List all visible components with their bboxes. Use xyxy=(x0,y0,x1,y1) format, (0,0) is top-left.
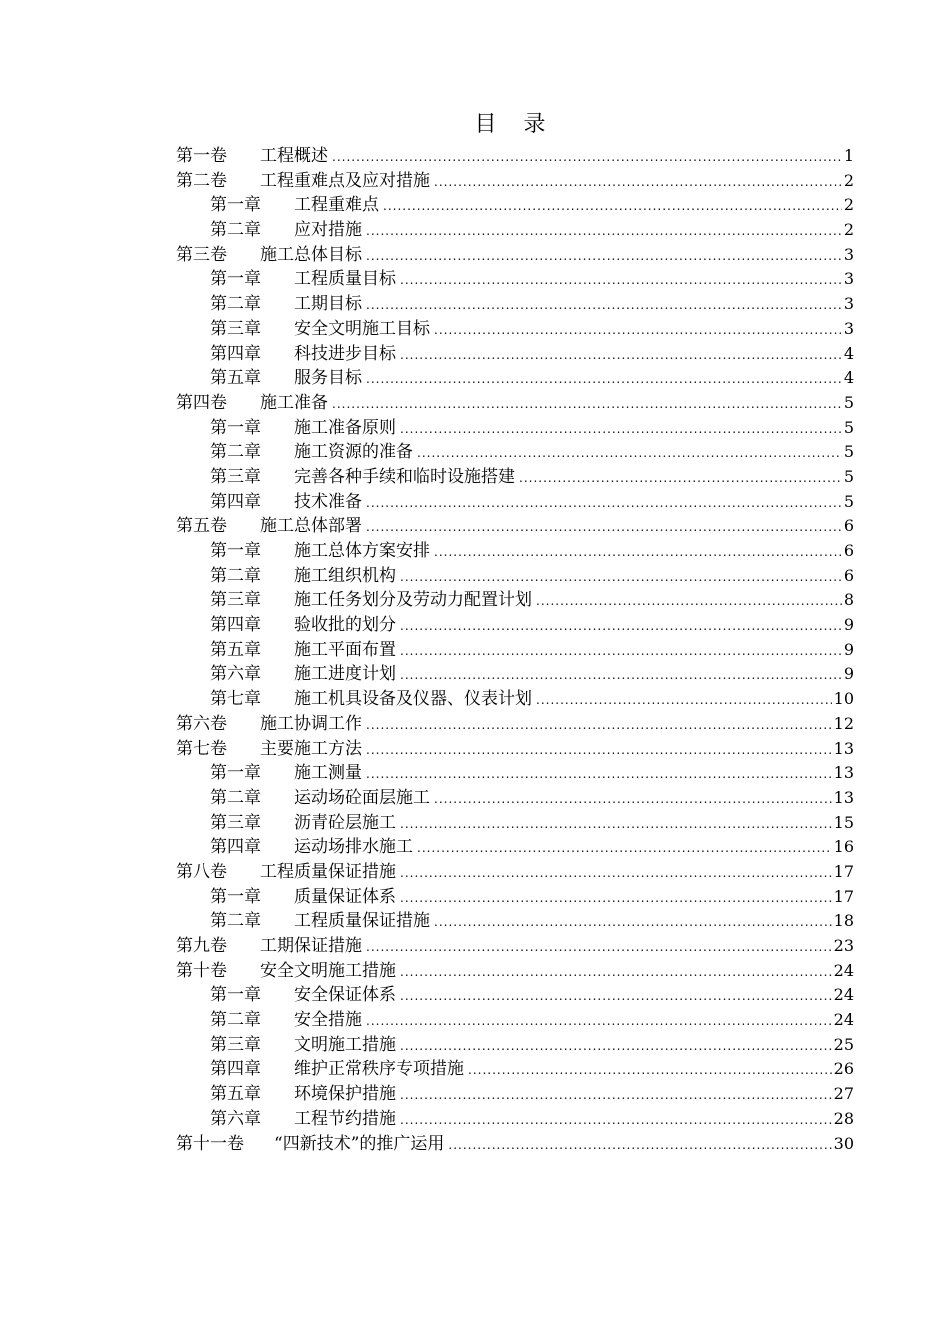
toc-page-number: 5 xyxy=(843,392,854,412)
toc-entry-number: 第三章 xyxy=(210,466,261,487)
toc-dot-leader xyxy=(434,318,842,343)
toc-page-number: 2 xyxy=(843,220,854,240)
toc-chapter-entry[interactable] xyxy=(176,490,854,515)
toc-dot-leader xyxy=(400,812,832,837)
toc-entry-number: 第二章 xyxy=(210,787,261,808)
toc-entry-number: 第一章 xyxy=(210,541,261,561)
toc-entry-number: 第一章 xyxy=(210,886,261,907)
toc-volume-entry[interactable] xyxy=(176,934,854,959)
toc-entry-title: 工程质量目标 xyxy=(294,269,396,290)
toc-page-number: 4 xyxy=(843,368,854,388)
toc-dot-leader xyxy=(536,589,842,614)
toc-entry-number: 第五章 xyxy=(210,368,261,389)
toc-page-number: 25 xyxy=(833,1034,854,1054)
toc-chapter-entry[interactable] xyxy=(176,416,854,441)
toc-entry-number: 第一章 xyxy=(210,417,261,438)
toc-volume-entry[interactable] xyxy=(176,144,854,169)
toc-chapter-entry[interactable] xyxy=(176,662,854,687)
toc-chapter-entry[interactable] xyxy=(176,1008,854,1033)
toc-entry-title: 工程节约措施 xyxy=(294,1108,396,1129)
toc-dot-leader xyxy=(366,515,842,540)
toc-chapter-entry[interactable] xyxy=(176,588,854,613)
toc-entry-title: 施工机具设备及仪器、仪表计划 xyxy=(294,689,532,710)
toc-entry-title: 施工总体方案安排 xyxy=(294,541,430,561)
toc-chapter-entry[interactable] xyxy=(176,1082,854,1107)
toc-dot-leader xyxy=(400,639,842,664)
toc-entry-title: 施工组织机构 xyxy=(294,565,396,586)
toc-dot-leader xyxy=(400,663,842,688)
toc-dot-leader xyxy=(434,170,842,195)
toc-chapter-entry[interactable] xyxy=(176,342,854,367)
toc-dot-leader xyxy=(434,787,832,812)
toc-page-number: 9 xyxy=(843,615,854,635)
toc-entry-title: 工程质量保证措施 xyxy=(260,861,396,882)
toc-page-number: 30 xyxy=(833,1133,854,1153)
toc-entry-number: 第三章 xyxy=(210,318,261,339)
toc-entry-title: 质量保证体系 xyxy=(294,886,396,907)
toc-entry-title: 施工总体目标 xyxy=(260,244,362,265)
toc-page-number: 24 xyxy=(833,960,854,980)
toc-page-number: 5 xyxy=(843,491,854,511)
toc-volume-entry[interactable] xyxy=(176,169,854,194)
toc-entry-number: 第四章 xyxy=(210,615,261,636)
toc-entry-title: 施工总体部署 xyxy=(260,516,362,537)
toc-dot-leader xyxy=(400,1083,832,1108)
toc-page-number: 6 xyxy=(843,541,854,560)
toc-chapter-entry[interactable] xyxy=(176,366,854,391)
toc-page-number: 18 xyxy=(833,911,854,931)
toc-dot-leader xyxy=(383,194,842,219)
toc-entry-title: 施工资源的准备 xyxy=(294,442,413,463)
toc-page-number: 15 xyxy=(833,812,854,832)
toc-page-number: 13 xyxy=(833,738,854,758)
toc-entry-number: 第一卷 xyxy=(176,146,227,166)
toc-volume-entry[interactable] xyxy=(176,712,854,737)
toc-chapter-entry[interactable] xyxy=(176,465,854,490)
toc-page-number: 4 xyxy=(843,343,854,363)
toc-dot-leader xyxy=(366,762,832,787)
toc-entry-number: 第二卷 xyxy=(176,170,227,191)
table-of-contents xyxy=(176,144,854,1156)
toc-dot-leader xyxy=(417,836,832,861)
toc-chapter-entry[interactable] xyxy=(176,811,854,836)
toc-page-number: 3 xyxy=(843,244,854,264)
toc-entry-number: 第五卷 xyxy=(176,516,227,537)
toc-page-number: 23 xyxy=(833,936,854,955)
toc-entry-title: 施工准备原则 xyxy=(294,417,396,438)
toc-entry-number: 第三章 xyxy=(210,1034,261,1055)
toc-entry-number: 第六卷 xyxy=(176,713,227,734)
toc-chapter-entry[interactable] xyxy=(176,440,854,465)
toc-chapter-entry[interactable] xyxy=(176,885,854,910)
toc-chapter-entry[interactable] xyxy=(176,564,854,589)
toc-page-number: 13 xyxy=(833,763,854,783)
toc-entry-title: 技术准备 xyxy=(294,491,362,512)
toc-entry-title: 施工准备 xyxy=(260,392,328,413)
toc-chapter-entry[interactable] xyxy=(176,835,854,860)
toc-entry-title: 安全措施 xyxy=(294,1010,362,1031)
toc-page-number: 6 xyxy=(843,516,854,536)
toc-page-number: 6 xyxy=(843,565,854,585)
toc-entry-title: 运动场排水施工 xyxy=(294,837,413,858)
toc-page-number: 9 xyxy=(843,639,854,659)
toc-entry-number: 第二章 xyxy=(210,220,261,241)
toc-dot-leader xyxy=(400,565,842,590)
toc-entry-title: 安全保证体系 xyxy=(294,985,396,1006)
toc-dot-leader xyxy=(366,713,832,738)
toc-chapter-entry[interactable] xyxy=(176,613,854,638)
toc-entry-number: 第五章 xyxy=(210,1084,261,1105)
toc-dot-leader xyxy=(332,145,842,170)
toc-dot-leader xyxy=(400,984,832,1009)
toc-entry-title: “四新技术”的推广运用 xyxy=(274,1133,445,1154)
toc-dot-leader xyxy=(434,910,832,935)
toc-volume-entry[interactable] xyxy=(176,737,854,762)
toc-entry-title: 工期目标 xyxy=(294,294,362,315)
toc-entry-title: 应对措施 xyxy=(294,220,362,241)
toc-entry-number: 第一章 xyxy=(210,269,261,290)
toc-dot-leader xyxy=(332,392,842,417)
toc-entry-title: 运动场砼面层施工 xyxy=(294,787,430,808)
toc-dot-leader xyxy=(366,219,842,244)
toc-entry-title: 维护正常秩序专项措施 xyxy=(294,1059,464,1080)
toc-entry-number: 第一章 xyxy=(210,763,261,784)
toc-page-number: 3 xyxy=(843,318,854,338)
toc-page-number: 12 xyxy=(833,713,854,733)
toc-entry-title: 施工进度计划 xyxy=(294,664,396,685)
toc-entry-number: 第二章 xyxy=(210,442,261,463)
toc-entry-number: 第十一卷 xyxy=(176,1133,244,1154)
toc-entry-number: 第四章 xyxy=(210,343,261,364)
toc-entry-title: 沥青砼层施工 xyxy=(294,812,396,833)
toc-dot-leader xyxy=(448,1133,831,1158)
toc-entry-number: 第三章 xyxy=(210,590,261,611)
toc-entry-title: 主要施工方法 xyxy=(260,738,362,759)
toc-dot-leader xyxy=(366,367,842,392)
toc-dot-leader xyxy=(417,441,842,466)
toc-entry-number: 第四卷 xyxy=(176,392,227,413)
toc-page-number: 17 xyxy=(833,886,854,906)
toc-chapter-entry[interactable] xyxy=(176,786,854,811)
toc-page-number: 5 xyxy=(843,442,854,462)
toc-page-number: 2 xyxy=(843,170,854,190)
toc-chapter-entry[interactable] xyxy=(176,292,854,317)
toc-entry-number: 第六章 xyxy=(210,1108,261,1129)
toc-dot-leader xyxy=(400,268,842,293)
toc-entry-number: 第七卷 xyxy=(176,738,227,759)
toc-entry-number: 第三章 xyxy=(210,812,261,833)
toc-page-number: 27 xyxy=(833,1084,854,1104)
toc-chapter-entry[interactable] xyxy=(176,909,854,934)
toc-dot-leader xyxy=(366,935,832,960)
toc-entry-title: 工期保证措施 xyxy=(260,936,362,956)
toc-chapter-entry[interactable] xyxy=(176,1033,854,1058)
toc-page-number: 26 xyxy=(833,1059,854,1079)
toc-entry-title: 文明施工措施 xyxy=(294,1034,396,1055)
toc-page-number: 16 xyxy=(833,837,854,857)
toc-chapter-entry[interactable] xyxy=(176,218,854,243)
toc-entry-title: 施工任务划分及劳动力配置计划 xyxy=(294,590,532,611)
toc-entry-title: 科技进步目标 xyxy=(294,343,396,364)
toc-page-number: 9 xyxy=(843,664,854,684)
toc-dot-leader xyxy=(400,886,832,911)
toc-entry-number: 第一章 xyxy=(210,195,261,216)
toc-page-number: 24 xyxy=(833,985,854,1005)
toc-dot-leader xyxy=(519,466,842,491)
toc-dot-leader xyxy=(400,1108,832,1133)
toc-entry-number: 第十卷 xyxy=(176,960,227,981)
toc-entry-number: 第一章 xyxy=(210,985,261,1006)
toc-entry-title: 工程重难点及应对措施 xyxy=(260,170,430,191)
toc-dot-leader xyxy=(400,1034,832,1059)
toc-page-number: 5 xyxy=(843,466,854,486)
toc-entry-number: 第二章 xyxy=(210,294,261,315)
toc-entry-title: 工程质量保证措施 xyxy=(294,911,430,932)
toc-dot-leader xyxy=(400,343,842,368)
toc-dot-leader xyxy=(536,688,832,713)
toc-page-number: 13 xyxy=(833,787,854,807)
toc-chapter-entry[interactable] xyxy=(176,539,854,564)
toc-chapter-entry[interactable] xyxy=(176,761,854,786)
toc-dot-leader xyxy=(366,244,842,269)
toc-dot-leader xyxy=(366,293,842,318)
toc-entry-title: 工程重难点 xyxy=(294,195,379,216)
toc-page-number: 3 xyxy=(843,269,854,289)
toc-volume-entry[interactable] xyxy=(176,1132,854,1157)
toc-entry-number: 第五章 xyxy=(210,639,261,660)
toc-volume-entry[interactable] xyxy=(176,243,854,268)
toc-entry-title: 完善各种手续和临时设施搭建 xyxy=(294,466,515,487)
toc-dot-leader xyxy=(400,960,832,985)
toc-entry-number: 第九卷 xyxy=(176,936,227,956)
toc-chapter-entry[interactable] xyxy=(176,687,854,712)
toc-dot-leader xyxy=(366,738,832,763)
toc-entry-title: 工程概述 xyxy=(260,146,328,166)
toc-page-number: 5 xyxy=(843,417,854,437)
toc-entry-number: 第二章 xyxy=(210,565,261,586)
toc-entry-number: 第四章 xyxy=(210,491,261,512)
toc-volume-entry[interactable] xyxy=(176,860,854,885)
toc-chapter-entry[interactable] xyxy=(176,1107,854,1132)
toc-page-number: 10 xyxy=(833,689,854,709)
toc-entry-number: 第四章 xyxy=(210,1059,261,1080)
toc-entry-title: 验收批的划分 xyxy=(294,615,396,636)
toc-entry-number: 第四章 xyxy=(210,837,261,858)
toc-entry-title: 施工协调工作 xyxy=(260,713,362,734)
toc-entry-title: 服务目标 xyxy=(294,368,362,389)
toc-dot-leader xyxy=(366,1009,832,1034)
toc-entry-number: 第六章 xyxy=(210,664,261,685)
toc-page-number: 8 xyxy=(843,590,854,610)
toc-dot-leader xyxy=(400,861,832,886)
toc-page-number: 1 xyxy=(843,146,854,165)
toc-entry-title: 安全文明施工措施 xyxy=(260,960,396,981)
toc-volume-entry[interactable] xyxy=(176,514,854,539)
toc-chapter-entry[interactable] xyxy=(176,638,854,663)
toc-chapter-entry[interactable] xyxy=(176,983,854,1008)
toc-entry-title: 施工测量 xyxy=(294,763,362,784)
toc-volume-entry[interactable] xyxy=(176,391,854,416)
toc-page-number: 3 xyxy=(843,294,854,314)
toc-entry-number: 第八卷 xyxy=(176,861,227,882)
toc-page-number: 2 xyxy=(843,195,854,215)
toc-entry-title: 施工平面布置 xyxy=(294,639,396,660)
toc-dot-leader xyxy=(468,1058,832,1083)
toc-entry-title: 环境保护措施 xyxy=(294,1084,396,1105)
toc-page-number: 24 xyxy=(833,1010,854,1030)
toc-chapter-entry[interactable] xyxy=(176,317,854,342)
toc-page-number: 17 xyxy=(833,861,854,881)
toc-dot-leader xyxy=(434,540,842,565)
page-title: 目 录 xyxy=(474,112,556,137)
toc-entry-number: 第二章 xyxy=(210,911,261,932)
toc-entry-number: 第七章 xyxy=(210,689,261,710)
toc-entry-number: 第三卷 xyxy=(176,244,227,265)
toc-entry-number: 第二章 xyxy=(210,1010,261,1031)
toc-dot-leader xyxy=(366,491,842,516)
toc-volume-entry[interactable] xyxy=(176,959,854,984)
toc-entry-title: 安全文明施工目标 xyxy=(294,318,430,339)
toc-dot-leader xyxy=(400,417,842,442)
toc-chapter-entry[interactable] xyxy=(176,1057,854,1082)
toc-page-number: 28 xyxy=(833,1108,854,1128)
toc-chapter-entry[interactable] xyxy=(176,193,854,218)
toc-chapter-entry[interactable] xyxy=(176,267,854,292)
toc-dot-leader xyxy=(400,614,842,639)
